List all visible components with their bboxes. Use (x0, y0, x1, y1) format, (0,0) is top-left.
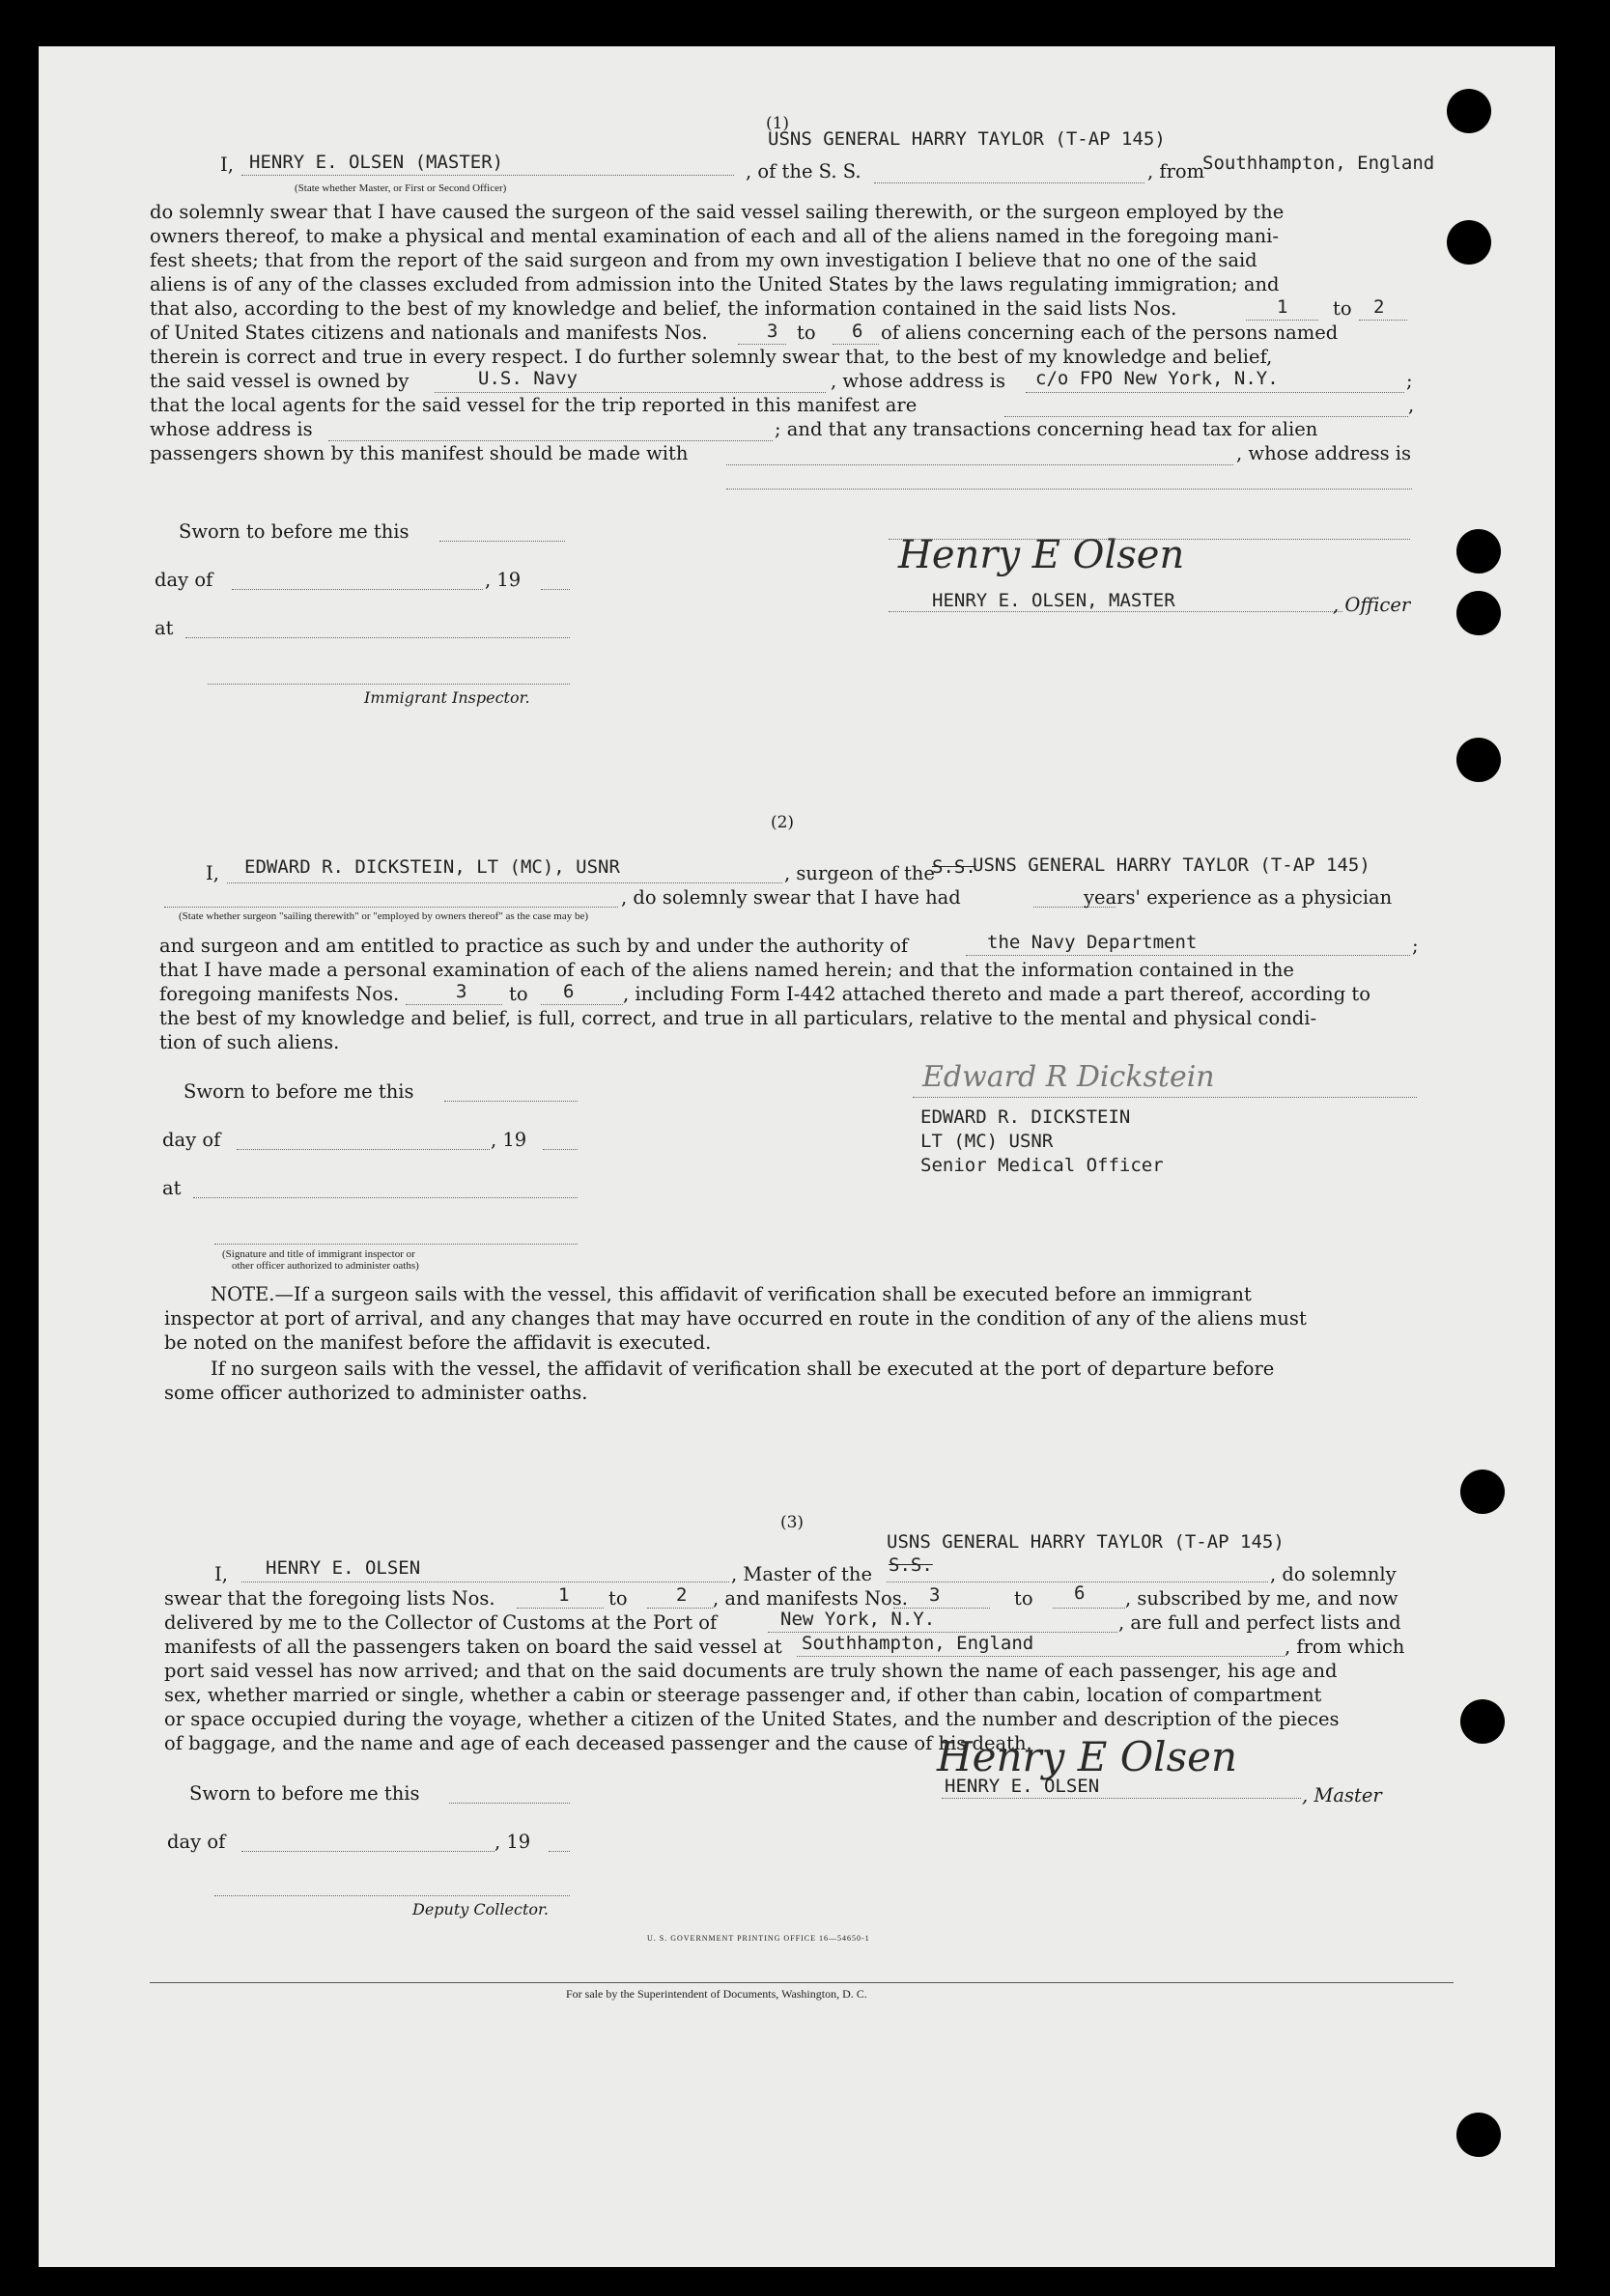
oath-line: swear that the foregoing lists Nos. (164, 1587, 495, 1610)
oath-line: tion of such aliens. (159, 1031, 340, 1053)
oath-line: , subscribed by me, and now (1125, 1587, 1398, 1610)
section-number: (2) (770, 813, 795, 832)
manifests-from: 3 (456, 981, 467, 1002)
oath-line: foregoing manifests Nos. (159, 983, 400, 1005)
at-label: at (155, 617, 174, 639)
oath-line: that also, according to the best of my knowledge and belief, the information contained in the said lists Nos. (150, 297, 1177, 320)
signature-note: other officer authorized to administer oaths) (232, 1260, 419, 1272)
oath-line: of baggage, and the name and age of each deceased passenger and the cause of his death. (164, 1732, 1032, 1754)
label-i: I, (220, 154, 234, 176)
oath-line: the best of my knowledge and belief, is full, correct, and true in all particulars, relative to the mental and physical condi- (159, 1007, 1317, 1029)
signature-note: (Signature and title of immigrant inspector or (222, 1248, 415, 1260)
collector-label: Deputy Collector. (412, 1900, 549, 1918)
note-line: NOTE.—If a surgeon sails with the vessel, this affidavit of verification shall be executed before an immigrant (211, 1283, 1252, 1305)
master-signature: Henry E Olsen (898, 533, 1185, 577)
of-ss-label: , of the S. S. (746, 160, 861, 182)
port-of-arrival: New York, N.Y. (780, 1609, 936, 1630)
oath-line: years' experience as a physician (1084, 886, 1393, 909)
oath-line: whose address is (150, 418, 313, 440)
owner-address: c/o FPO New York, N.Y. (1035, 368, 1279, 389)
oath-line: , whose address is (1236, 442, 1412, 464)
authority: the Navy Department (987, 932, 1198, 953)
vessel-owner: U.S. Navy (478, 368, 578, 389)
sworn-label: Sworn to before me this (179, 520, 410, 543)
master-label: , Master (1302, 1784, 1382, 1806)
note-line: If no surgeon sails with the vessel, the affidavit of verification shall be executed at the port of departure before (211, 1358, 1275, 1380)
oath-line: , from which (1285, 1636, 1405, 1658)
oath-line: , do solemnly (1270, 1563, 1397, 1585)
oath-line: that the local agents for the said vessel for the trip reported in this manifest are (150, 394, 918, 416)
oath-line: owners thereof, to make a physical and mental examination of each and all of the aliens named in the foregoing mani- (150, 225, 1279, 247)
officer-label: , Officer (1333, 594, 1411, 616)
signer-name: HENRY E. OLSEN, MASTER (932, 590, 1175, 611)
oath-line: , and manifests Nos. (713, 1587, 908, 1610)
oath-line: and surgeon and am entitled to practice as such by and under the authority of (159, 935, 909, 957)
oath-line: of aliens concerning each of the persons named (881, 322, 1339, 344)
to-label: to (509, 983, 528, 1005)
vessel-name: USNS GENERAL HARRY TAYLOR (T-AP 145) (973, 854, 1370, 876)
lists-from: 1 (1277, 296, 1288, 318)
master-name: HENRY E. OLSEN (MASTER) (249, 152, 504, 173)
surgeon-of-label: , surgeon of the (784, 862, 935, 884)
signer-title: Senior Medical Officer (920, 1155, 1164, 1176)
label-i: I, (206, 862, 219, 884)
inspector-label: Immigrant Inspector. (364, 688, 530, 707)
binder-hole (1460, 1699, 1505, 1744)
to-label: to (608, 1587, 628, 1610)
owned-by-label: the said vessel is owned by (150, 370, 410, 392)
surgeon-signature: Edward R Dickstein (922, 1060, 1215, 1094)
at-label: at (162, 1177, 182, 1199)
label-i: I, (214, 1563, 228, 1585)
master-name: HENRY E. OLSEN (266, 1557, 421, 1579)
manifests-to: 6 (852, 321, 863, 342)
manifests-to: 6 (563, 981, 575, 1002)
struck-ss: S.S. (889, 1554, 933, 1576)
oath-line: delivered by me to the Collector of Customs at the Port of (164, 1611, 718, 1634)
vessel-name: USNS GENERAL HARRY TAYLOR (T-AP 145) (768, 128, 1166, 150)
oath-line: of United States citizens and nationals and manifests Nos. (150, 322, 708, 344)
oath-line: aliens is of any of the classes excluded from admission into the United States by the laws regulating immigration; and (150, 273, 1280, 295)
oath-line: passengers shown by this manifest should be made with (150, 442, 689, 464)
note-line: inspector at port of arrival, and any changes that may have occurred en route in the condition of any of the aliens must (164, 1307, 1307, 1330)
lists-to: 2 (676, 1584, 688, 1606)
year-label: , 19 (491, 1129, 527, 1151)
oath-line: , do solemnly swear that I have had (621, 886, 961, 909)
master-note: (State whether Master, or First or Second Officer) (295, 182, 507, 194)
gpo-mark: U. S. GOVERNMENT PRINTING OFFICE 16—54650-1 (647, 1934, 870, 1943)
port-of-departure: Southhampton, England (802, 1633, 1034, 1654)
oath-line: sex, whether married or single, whether a cabin or steerage passenger and, if other than cabin, location of compartment (164, 1684, 1322, 1706)
oath-line: fest sheets; that from the report of the said surgeon and from my own investigation I believe that no one of the said (150, 249, 1257, 271)
to-label: to (1014, 1587, 1033, 1610)
sale-notice: For sale by the Superintendent of Documents, Washington, D. C. (566, 1987, 867, 2001)
whose-address-label: , whose address is (831, 370, 1006, 392)
port-of-departure: Southhampton, England (1202, 153, 1435, 174)
lists-from: 1 (558, 1584, 570, 1606)
binder-hole (1447, 89, 1491, 133)
note-line: be noted on the manifest before the affidavit is executed. (164, 1331, 712, 1354)
day-of-label: day of (167, 1831, 226, 1853)
section-number: (1) (765, 114, 790, 133)
note-line: some officer authorized to administer oaths. (164, 1382, 588, 1404)
day-of-label: day of (155, 569, 213, 591)
from-label: , from (1147, 160, 1205, 182)
surgeon-name: EDWARD R. DICKSTEIN, LT (MC), USNR (244, 856, 620, 878)
signer-rank: LT (MC) USNR (920, 1131, 1054, 1152)
sworn-label: Sworn to before me this (189, 1782, 420, 1805)
punctuation: , (1408, 394, 1415, 416)
lists-to: 2 (1373, 296, 1385, 318)
binder-hole (1456, 529, 1501, 574)
manifests-from: 3 (767, 321, 778, 342)
oath-line: ; and that any transactions concerning head tax for alien (775, 418, 1318, 440)
master-signature: Henry E Olsen (937, 1733, 1238, 1780)
binder-hole (1447, 220, 1491, 265)
year-label: , 19 (494, 1831, 531, 1853)
to-label: to (797, 322, 816, 344)
manifests-to: 6 (1074, 1582, 1086, 1604)
surgeon-note: (State whether surgeon "sailing therewith" or "employed by owners thereof" as the case may be) (179, 910, 589, 922)
oath-line: or space occupied during the voyage, whether a citizen of the United States, and the number and description of the pieces (164, 1708, 1340, 1730)
binder-hole (1456, 591, 1501, 635)
binder-hole (1456, 2113, 1501, 2157)
punctuation: ; (1412, 935, 1419, 957)
struck-ss: S.S. (932, 856, 976, 878)
signer-name: HENRY E. OLSEN (945, 1776, 1100, 1797)
binder-hole (1460, 1470, 1505, 1514)
signer-name: EDWARD R. DICKSTEIN (920, 1106, 1131, 1128)
to-label: to (1333, 297, 1352, 320)
manifests-from: 3 (929, 1584, 941, 1606)
oath-line: therein is correct and true in every respect. I do further solemnly swear that, to the best of my knowledge and belief, (150, 346, 1273, 368)
day-of-label: day of (162, 1129, 221, 1151)
oath-line: that I have made a personal examination of each of the aliens named herein; and that the information contained in the (159, 959, 1294, 981)
year-label: , 19 (485, 569, 522, 591)
binder-hole (1456, 738, 1501, 782)
oath-line: , are full and perfect lists and (1118, 1611, 1401, 1634)
oath-line: manifests of all the passengers taken on board the said vessel at (164, 1636, 782, 1658)
oath-line: port said vessel has now arrived; and that on the said documents are truly shown the name of each passenger, his age and (164, 1660, 1338, 1682)
master-of-label: , Master of the (731, 1563, 872, 1585)
oath-line: do solemnly swear that I have caused the surgeon of the said vessel sailing therewith, or the surgeon employed by the (150, 201, 1285, 223)
vessel-name: USNS GENERAL HARRY TAYLOR (T-AP 145) (887, 1531, 1285, 1553)
punctuation: ; (1406, 370, 1413, 392)
section-number: (3) (779, 1513, 805, 1532)
sworn-label: Sworn to before me this (184, 1080, 414, 1103)
oath-line: , including Form I-442 attached thereto and made a part thereof, according to (623, 983, 1371, 1005)
